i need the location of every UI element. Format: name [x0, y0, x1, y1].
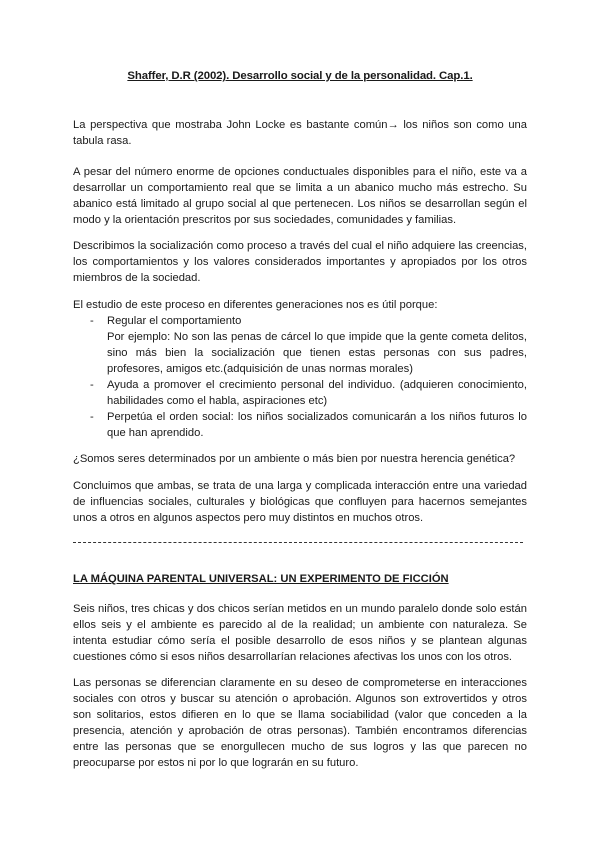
paragraph-experiment: Seis niños, tres chicas y dos chicos serían metidos en un mundo paralelo donde solo están ellos seis y el ambiente es parecido al de la realidad; un ambiente con naturaleza. Se intenta estudiar cómo sería el posible desarrollo de esos niños y se plantean algunas cuestiones cómo si esos niños desarrollarían relaciones afectivas los unos con los otros.: [73, 603, 527, 663]
paragraph-locke: La perspectiva que mostraba John Locke es bastante común→ los niños son como una tabula rasa.: [73, 119, 527, 147]
list-item: [73, 377, 527, 409]
paragraph-sociability: Las personas se diferencian claramente en su deseo de comprometerse en interacciones sociales con otros y buscar su atención o aprobación. Algunos son extrovertidos y otros son solitarios, estos difieren en lo que se llama sociabilidad (valor que conceden a la presencia, atención y aprobación de otras personas). También encontramos diferencias entre las personas que se enorgullecen mucho de sus logros y las que parecen no preocuparse por estos ni por lo que lograrán en su futuro.: [73, 677, 527, 769]
reasons-list: [73, 313, 527, 441]
list-item-text: Ayuda a promover el crecimiento personal del individuo. (adquieren conocimiento, habilidades como el habla, aspiraciones etc): [107, 379, 527, 407]
section-divider: [73, 542, 523, 543]
paragraph-socialization-definition: Describimos la socialización como proceso a través del cual el niño adquiere las creencias, los comportamientos y los valores considerados importantes y apropiados por los otros miembros de la sociedad.: [73, 240, 527, 284]
list-item-text: Regular el comportamiento: [107, 315, 242, 327]
document-title: Shaffer, D.R (2002). Desarrollo social y de la personalidad. Cap.1.: [127, 70, 473, 82]
paragraph-study-intro: El estudio de este proceso en diferentes generaciones nos es útil porque:: [73, 299, 438, 311]
list-item-detail: Por ejemplo: No son las penas de cárcel lo que impide que la gente cometa delitos, sino más bien la socialización que tienen estas personas con sus padres, profesores, amigos etc.(adquisición de unas normas morales): [107, 331, 527, 375]
paragraph-question: ¿Somos seres determinados por un ambiente o más bien por nuestra herencia genética?: [73, 453, 516, 465]
paragraph-behavior-range: A pesar del número enorme de opciones conductuales disponibles para el niño, este va a desarrollar un comportamiento real que se limita a un abanico mucho más estrecho. Su abanico está limitado al grupo social al que pertenecen. Los niños se desarrollan según el modo y la orientación prescritos por sus sociedades, comunidades y familias.: [73, 166, 527, 226]
list-bullet: -: [90, 379, 94, 391]
list-bullet: -: [90, 315, 94, 327]
list-item-text: Perpetúa el orden social: los niños socializados comunicarán a los niños futuros lo que han aprendido.: [107, 411, 527, 439]
section-heading: LA MÁQUINA PARENTAL UNIVERSAL: UN EXPERIMENTO DE FICCIÓN: [73, 573, 449, 585]
list-item: [73, 313, 527, 377]
list-bullet: -: [90, 411, 94, 423]
list-item: [73, 409, 527, 441]
paragraph-conclusion: Concluimos que ambas, se trata de una larga y complicada interacción entre una variedad de influencias sociales, culturales y biológicas que confluyen para hacernos semejantes unos a otros en algunos aspectos pero muy distintos en muchos otros.: [73, 480, 527, 524]
